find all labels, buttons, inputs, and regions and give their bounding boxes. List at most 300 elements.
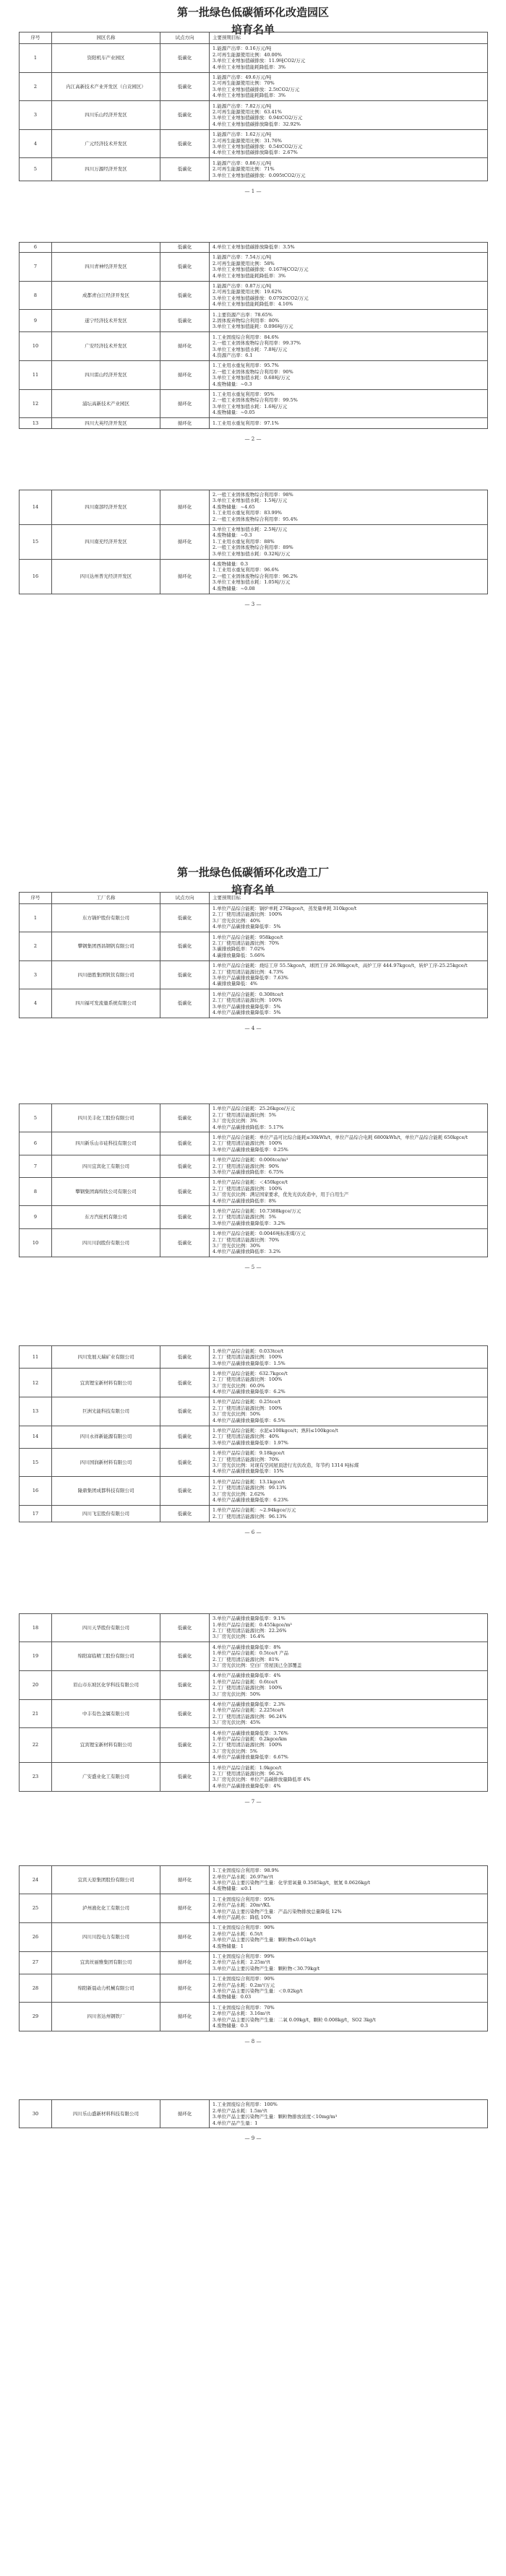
goal-line: 4.单位产品碳排放量降低率：4%: [213, 1782, 281, 1789]
goal-line: 3.单位工业增加值水耗：7.8吨/万元: [213, 346, 288, 352]
goal-line: 2.一般工业固体废物综合利用率：98%: [213, 491, 293, 498]
goal-line: 3.厂房光伏比例：空白厂房屋顶已全部覆盖: [213, 1662, 302, 1669]
goal-line: 3.单位工业增加值水耗：1.5吨/万元: [213, 498, 288, 504]
row-seq: 23: [20, 1763, 52, 1792]
row-goals: [210, 44, 488, 73]
row-direction: 低碳化: [160, 903, 210, 932]
row-goals: [210, 1505, 488, 1522]
document-subtitle: 培育名单: [231, 23, 275, 36]
row-direction: 低碳化: [160, 310, 210, 332]
goal-line: 2.一般工业固体废物综合利用率：99.5%: [213, 397, 298, 404]
goal-line: 1.工业用水重复利用率：95%: [213, 391, 275, 397]
row-seq: 14: [20, 1426, 52, 1448]
goal-line: 2.一般工业固体废物综合利用率：90%: [213, 368, 293, 375]
table-row: [20, 1103, 488, 1132]
row-direction: 循环化: [160, 418, 210, 428]
goal-line: 2.一般工业固体废物综合利用率：96.2%: [213, 573, 298, 579]
goal-line: 1.工业用水重复利用率：96.6%: [213, 567, 279, 573]
row-direction: 循环化: [160, 360, 210, 389]
goal-line: 1.工业用水重复利用率：83.99%: [213, 510, 282, 516]
goal-line: 2.工厂使用清洁能源比例：100%: [213, 911, 283, 918]
goal-line: 3.厂房光伏比例：2.62%: [213, 1491, 265, 1497]
list-table: [19, 1345, 488, 1522]
table-row: [20, 1951, 488, 1974]
row-direction: 低碳化: [160, 1728, 210, 1763]
row-name: 四川大英经济开发区: [52, 418, 160, 428]
row-direction: 低碳化: [160, 1103, 210, 1132]
page-number: — 2 —: [244, 435, 262, 442]
goal-line: 4.废物储量：~0.05: [213, 409, 255, 416]
goal-line: 4.碳排放量降低：4%: [213, 981, 258, 987]
goal-line: 4.单位工业增加值能耗降低率：3%: [213, 64, 286, 70]
goal-line: 1.工业固废综合利用率：70%: [213, 2004, 275, 2011]
goal-line: 4.单位产品碳排放量降低率：6.23%: [213, 1497, 288, 1504]
goal-line: 1.单位产品综合能耗：锅炉单耗 276kgce/t，蒸发量单耗 310kgce/t: [213, 905, 357, 911]
row-name: 四川达州普光经济开发区: [52, 559, 160, 594]
column-header-seq: 序号: [20, 892, 52, 903]
goal-line: 1.单位产品综合能耗：0.0046吨标准煤/万元: [213, 1231, 306, 1237]
row-goals: [210, 1951, 488, 1974]
goal-line: 1.工业固废综合利用率：90%: [213, 1976, 275, 1982]
goal-line: 2.工厂使用清洁能源比例：70%: [213, 1236, 280, 1243]
row-seq: 22: [20, 1728, 52, 1763]
table-row: [20, 418, 488, 428]
goal-line: 1.单位产品综合能耗：632.7kgce/t: [213, 1370, 288, 1376]
goal-line: 1.能源产出率：49.6万元/吨: [213, 74, 272, 81]
row-goals: [210, 1477, 488, 1506]
page-number: — 5 —: [244, 1265, 262, 1271]
row-goals: [210, 1670, 488, 1699]
goal-line: 4.废物储量：~0.3: [213, 381, 252, 387]
goal-line: 2.工厂使用清洁能源比例：96.24%: [213, 1713, 287, 1719]
row-direction: 低碳化: [160, 1613, 210, 1642]
goal-line: 4.废物储量：≤0.1: [213, 1886, 252, 1892]
goal-line: 3.单位产品碳排放量降低率：9.1%: [213, 1616, 286, 1622]
goal-line: 1.能源产出率：0.86万元/吨: [213, 160, 272, 166]
goal-line: 3.厂房光伏比例：50%: [213, 1411, 261, 1418]
row-seq: 10: [20, 1228, 52, 1257]
row-direction: 低碳化: [160, 1699, 210, 1728]
row-name: 四川天华股份有限公司: [52, 1613, 160, 1642]
row-name: 成都青白江经济开发区: [52, 281, 160, 310]
column-header-name: 园区名称: [52, 32, 160, 44]
table-row: [20, 960, 488, 989]
row-direction: 循环化: [160, 332, 210, 361]
goal-line: 2.工厂使用清洁能源比例：22.26%: [213, 1628, 287, 1634]
row-seq: 12: [20, 1369, 52, 1397]
goal-line: 4.资源产出率：6.1: [213, 352, 253, 359]
row-seq: 1: [20, 903, 52, 932]
row-direction: 低碳化: [160, 242, 210, 252]
goal-line: 4.单位产品碳排放量降低率：5%: [213, 924, 281, 930]
table-row: [20, 490, 488, 524]
goal-line: 4.单位产品碳排放量降低率：6.2%: [213, 1389, 286, 1395]
goal-line: 3.单位产品碳排放量降低率：0.25%: [213, 1146, 288, 1153]
goal-line: 1.单位产品综合能耗：0.033tce/t: [213, 1348, 284, 1354]
goal-line: 2.可再生能源使用比例：63.41%: [213, 109, 282, 116]
goal-line: 1.工业用水重复利用率：88%: [213, 538, 275, 545]
table-row: [20, 281, 488, 310]
table-row: [20, 1974, 488, 2003]
goal-line: 2.工厂使用清洁能源比例：96.13%: [213, 1513, 287, 1519]
row-goals: [210, 1177, 488, 1206]
row-direction: 循环化: [160, 1865, 210, 1894]
row-name: 内江高新技术产业开发区（自贡园区）: [52, 72, 160, 101]
goal-line: 2.工厂使用清洁能源比例：100%: [213, 1185, 283, 1192]
table-row: [20, 1642, 488, 1671]
row-name: 四川德胜集团钒钛有限公司: [52, 960, 160, 989]
row-direction: 低碳化: [160, 1670, 210, 1699]
row-direction: 低碳化: [160, 1397, 210, 1426]
goal-line: 1.单位产品综合能耗：1.9kgce/t: [213, 1764, 282, 1771]
goal-line: 4.单位产品碳排放降低率：5.17%: [213, 1124, 284, 1130]
goal-line: 3.单位产品碳排放量降低率：7.63%: [213, 974, 288, 981]
table-row: [20, 903, 488, 932]
table-row: [20, 1865, 488, 1894]
goal-line: 3.单位产品碳排放降低率：6.75%: [213, 1168, 284, 1175]
goal-line: 1.能源产出率：7.54万元/吨: [213, 254, 272, 261]
goal-line: 2.工厂使用清洁能源比例：100%: [213, 1685, 283, 1691]
row-goals: [210, 1922, 488, 1951]
row-name: 四川川润股份有限公司: [52, 1228, 160, 1257]
row-goals: [210, 1642, 488, 1671]
row-name: 四川南充经济开发区: [52, 524, 160, 559]
row-name: 东方汽轮机有限公司: [52, 1206, 160, 1228]
row-name: 四川省达州钢铁厂: [52, 2003, 160, 2031]
row-name: 四川福可发流量系统有限公司: [52, 989, 160, 1018]
row-name: 宜宾天原集团股份有限公司: [52, 1865, 160, 1894]
row-name: 遂宁经济技术开发区: [52, 310, 160, 332]
row-name: 资阳机车产业园区: [52, 44, 160, 73]
goal-line: 2.工厂使用清洁能源比例：96.2%: [213, 1771, 284, 1777]
row-seq: 28: [20, 1974, 52, 2003]
goal-line: 4.单位产品产生量：1: [213, 2120, 258, 2126]
goal-line: 4.单位产品碳排放量降低率：2.3%: [213, 1701, 286, 1708]
goal-line: 1.能源产出率：0.87万元/吨: [213, 283, 272, 290]
goal-line: 3.单位产品主要污染物产生量：颗粒物＜30.79kg/t: [213, 1965, 320, 1972]
goal-line: 4.单位工业增加值能耗降低率：3%: [213, 92, 286, 99]
row-direction: 低碳化: [160, 989, 210, 1018]
row-direction: 循环化: [160, 1951, 210, 1974]
goal-line: 2.单位产品水耗：0.2m³/万元: [213, 1982, 275, 1988]
goal-line: 2.可再生能源使用比例：31.76%: [213, 137, 282, 144]
table-row: [20, 1699, 488, 1728]
row-name: 四川宜宾化工有限公司: [52, 1155, 160, 1177]
goal-line: 1.单位产品综合能耗：~2.94kgce/万元: [213, 1507, 296, 1514]
row-direction: 循环化: [160, 1922, 210, 1951]
row-name: 巨洲光能科技有限公司: [52, 1397, 160, 1426]
goal-line: 4.废物储量：0.03: [213, 1994, 252, 2000]
title-block: [19, 0, 487, 36]
row-goals: [210, 129, 488, 158]
row-goals: [210, 1369, 488, 1397]
goal-line: 2.一般工业固体废物综合利用率：89%: [213, 545, 293, 551]
table-row: [20, 242, 488, 252]
column-header-type: 试点方向: [160, 892, 210, 903]
row-name: 中丰有色金属有限公司: [52, 1699, 160, 1728]
row-seq: 5: [20, 1103, 52, 1132]
table-row: [20, 1369, 488, 1397]
row-name: 四川雷山经济开发区: [52, 360, 160, 389]
goal-line: 1.单位产品综合能耗：烧结工序 55.5kgce/t，球团工序 26.98kgce/t，高炉工序 444.97kgce/t，转炉工序-25.25kgce/t: [213, 963, 468, 969]
table-row: [20, 1397, 488, 1426]
goal-line: 1.单位产品综合能耗：958kgce/t: [213, 934, 283, 940]
row-name: 攀钢集团西昌钢钒有限公司: [52, 932, 160, 961]
row-name: 泸州液化化工有限公司: [52, 1894, 160, 1923]
row-direction: 低碳化: [160, 1642, 210, 1671]
row-seq: 25: [20, 1894, 52, 1923]
page-number: — 4 —: [244, 1025, 262, 1031]
table-row: [20, 1155, 488, 1177]
goal-line: 1.工业固废综合利用率：90%: [213, 1925, 275, 1931]
goal-line: 4.单位工业增加值碳排放降低率：32.92%: [213, 121, 301, 127]
list-table: [19, 2099, 488, 2129]
row-direction: 循环化: [160, 1974, 210, 2003]
row-seq: 12: [20, 389, 52, 418]
row-name: 浦坛高新技术产业园区: [52, 389, 160, 418]
goal-line: 4.废物储量：~0.08: [213, 585, 255, 591]
row-goals: [210, 1974, 488, 2003]
row-goals: [210, 158, 488, 181]
row-name: 四川发展天瑞矿业有限公司: [52, 1346, 160, 1369]
goal-line: 3.单位工业增加值碳排放：0.0792tCO2/万元: [213, 295, 309, 301]
row-direction: 低碳化: [160, 1505, 210, 1522]
goal-line: 2.工厂使用清洁能源比例：70%: [213, 940, 280, 946]
goal-line: 1.单位产品综合能耗：＜450kgce/t: [213, 1179, 288, 1186]
row-direction: 低碳化: [160, 1448, 210, 1477]
row-goals: [210, 1763, 488, 1792]
row-name: 四川青神经济开发区: [52, 252, 160, 281]
goal-line: 1.单位产品综合能耗：13.1kgce/t: [213, 1478, 285, 1485]
title-block: [19, 860, 487, 896]
row-seq: 20: [20, 1670, 52, 1699]
goal-line: 4.单位产品碳排放降低率：8%: [213, 1197, 277, 1204]
goal-line: 3.厂房光伏比例：40%: [213, 917, 261, 924]
goal-line: 3.单位工业增加值碳排放：0.095tCO2/万元: [213, 172, 306, 178]
row-seq: 11: [20, 360, 52, 389]
goal-line: 3.厂房光伏比例：60.0%: [213, 1382, 265, 1389]
table-row: [20, 1177, 488, 1206]
goal-line: 3.厂房光伏比例：30%: [213, 1242, 261, 1249]
row-seq: 17: [20, 1505, 52, 1522]
page-number: — 8 —: [244, 2038, 262, 2044]
goal-line: 3.单位产品主要污染物产生量：二氧 0.09kg/t，颗粒 0.008kg/t，SO2 3kg/t: [213, 2016, 376, 2023]
row-goals: [210, 524, 488, 559]
row-goals: [210, 418, 488, 428]
row-direction: 循环化: [160, 2003, 210, 2031]
table-row: [20, 2003, 488, 2031]
goal-line: 2.工厂使用清洁能源比例：100%: [213, 1354, 283, 1361]
table-row: [20, 1763, 488, 1792]
goal-line: 3.单位工业增加值碳排放：0.54tCO2/万元: [213, 144, 303, 150]
goal-line: 3.厂房光伏比例：50%: [213, 1691, 261, 1697]
column-header-type: 试点方向: [160, 32, 210, 44]
row-name: 四川万源经济开发区: [52, 158, 160, 181]
goal-line: 1.能源产出率：0.16万元/吨: [213, 45, 272, 52]
row-direction: 低碳化: [160, 1132, 210, 1155]
goal-line: 4.单位工业增加值能耗降低率：4.16%: [213, 301, 293, 308]
row-goals: [210, 1397, 488, 1426]
row-direction: 低碳化: [160, 932, 210, 961]
table-row: [20, 310, 488, 332]
row-seq: 8: [20, 1177, 52, 1206]
goal-line: 4.废物储量：0.3: [213, 560, 249, 567]
row-name: 四川飞宏股份有限公司: [52, 1505, 160, 1522]
row-goals: [210, 490, 488, 524]
goal-line: 2.单位产品水耗：6.5t/t: [213, 1930, 263, 1937]
row-goals: [210, 1613, 488, 1642]
row-direction: 低碳化: [160, 1228, 210, 1257]
goal-line: 2.单位产品水耗：3.16m³/t: [213, 2011, 270, 2017]
goal-line: 2.工厂使用清洁能源比例：100%: [213, 1376, 283, 1383]
goal-line: 3.单位工业增加值碳排放：11.9吨CO2/万元: [213, 58, 306, 64]
row-seq: 13: [20, 418, 52, 428]
column-header-seq: 序号: [20, 32, 52, 44]
row-name: 东方锅炉股份有限公司: [52, 903, 160, 932]
goal-line: 2.可再生能源使用比例：58%: [213, 260, 275, 266]
row-direction: 低碳化: [160, 158, 210, 181]
row-goals: [210, 1448, 488, 1477]
row-name: [52, 242, 160, 252]
table-row: [20, 1894, 488, 1923]
row-seq: 19: [20, 1642, 52, 1671]
table-row: [20, 1670, 488, 1699]
goal-line: 4.单位产品碳排放量降低率：15%: [213, 1468, 284, 1475]
goal-line: 4.废物储量：~0.3: [213, 532, 252, 539]
goal-line: 2.单位产品水耗：2.25m³/t: [213, 1959, 270, 1966]
row-name: 宜宾锂宝新材料有限公司: [52, 1728, 160, 1763]
row-direction: 循环化: [160, 559, 210, 594]
goal-line: 1.工业固废综合利用率：100%: [213, 2102, 278, 2108]
row-direction: 低碳化: [160, 1155, 210, 1177]
table-row: [20, 524, 488, 559]
goal-line: 4.单位产品碳排放量降低率：5%: [213, 1009, 281, 1015]
table-row: [20, 332, 488, 361]
row-name: 四川美丰化工股份有限公司: [52, 1103, 160, 1132]
goal-line: 3.单位工业增加值水耗：1.05吨/万元: [213, 579, 291, 586]
row-direction: 循环化: [160, 1894, 210, 1923]
column-header-name: 工厂名称: [52, 892, 160, 903]
goal-line: 2.可再生能源使用比例：40.00%: [213, 51, 282, 58]
document-title: 第一批绿色低碳循环化改造工厂: [176, 865, 329, 879]
row-goals: [210, 1228, 488, 1257]
row-name: 眉山市东坡区化学科技有限公司: [52, 1670, 160, 1699]
goal-line: 3.厂房光伏比例：单位产品碳排放量降低率 4%: [213, 1777, 311, 1783]
row-seq: 14: [20, 490, 52, 524]
table-row: [20, 360, 488, 389]
goal-line: 1.工业用水重复利用率：95.7%: [213, 363, 279, 369]
goal-line: 1.单位产品综合能耗：0.006tce/m³: [213, 1157, 288, 1163]
goal-line: 3.厂房光伏比例：对现有空闲屋顶进行光伏改造，年节约 1314 吨标煤: [213, 1462, 359, 1469]
row-direction: 低碳化: [160, 1426, 210, 1448]
row-seq: 3: [20, 101, 52, 130]
column-header-goal: 主要预期目标: [210, 892, 488, 903]
goal-line: 1.单位产品综合能耗：单位产品可比综合能耗≤30kWh/t，单位产品综合电耗 6800kWh/t，单位产品综合能耗 650kgce/t: [213, 1134, 468, 1140]
row-name: 四川乐山盛新材料科技有限公司: [52, 2099, 160, 2128]
goal-line: 2.单位产品水耗：1.5m³/t: [213, 2107, 267, 2114]
goal-line: 4.废物储量：1: [213, 1943, 244, 1949]
table-row: [20, 1477, 488, 1506]
goal-line: 3.单位产品碳排放量降低率：1.5%: [213, 1360, 286, 1366]
table-row: [20, 989, 488, 1018]
row-name: 绵阳新晨动力机械有限公司: [52, 1974, 160, 2003]
document-title: 第一批绿色低碳循环化改造园区: [176, 6, 329, 19]
list-table: [19, 1103, 488, 1257]
row-goals: [210, 360, 488, 389]
row-seq: 1: [20, 44, 52, 73]
goal-line: 4.单位产品碳排放降低率：3.2%: [213, 1249, 281, 1255]
row-name: 四川南部经济开发区: [52, 490, 160, 524]
table-row: [20, 1448, 488, 1477]
row-seq: 10: [20, 332, 52, 361]
list-table: [19, 1865, 488, 2031]
row-goals: [210, 1132, 488, 1155]
row-name: 广安盛业化工有限公司: [52, 1763, 160, 1792]
goal-line: 2.工厂使用清洁能源比例：100%: [213, 1742, 283, 1748]
table-row: [20, 72, 488, 101]
goal-line: 1.单位产品综合能耗：0.25tce/t: [213, 1399, 281, 1405]
row-name: 攀钢集团海绵钛公司有限公司: [52, 1177, 160, 1206]
row-direction: 低碳化: [160, 1346, 210, 1369]
row-seq: 4: [20, 989, 52, 1018]
goal-line: 2.工厂使用清洁能源比例：99.13%: [213, 1485, 287, 1491]
row-goals: [210, 559, 488, 594]
row-seq: 8: [20, 281, 52, 310]
goal-line: 3.厂房光伏比例：5%: [213, 1748, 258, 1754]
goal-line: 2.可再生能源使用比例：70%: [213, 80, 275, 87]
row-goals: [210, 1206, 488, 1228]
goal-line: 3.单位产品碳排放量降低率：5%: [213, 1003, 281, 1010]
row-seq: 4: [20, 129, 52, 158]
goal-line: 1.单位产品综合能耗：0.2kgce/km: [213, 1736, 287, 1743]
goal-line: 3.碳排放降低率：7.02%: [213, 946, 265, 953]
table-row: [20, 1426, 488, 1448]
row-direction: 低碳化: [160, 1177, 210, 1206]
row-direction: 低碳化: [160, 252, 210, 281]
table-row: [20, 44, 488, 73]
goal-line: 2.工厂使用清洁能源比例：81%: [213, 1656, 280, 1662]
row-goals: [210, 72, 488, 101]
row-direction: 低碳化: [160, 281, 210, 310]
row-seq: 18: [20, 1613, 52, 1642]
goal-line: 1.单位产品综合能耗：0.6tce/t: [213, 1678, 278, 1685]
row-name: 四川永祥新能源有限公司: [52, 1426, 160, 1448]
row-direction: 低碳化: [160, 1206, 210, 1228]
goal-line: 3.厂房光伏比例：16.4%: [213, 1634, 265, 1640]
row-seq: 11: [20, 1346, 52, 1369]
goal-line: 3.厂房光伏比例：满足国家要求，优先光伏改造中，用于自用生产: [213, 1192, 349, 1198]
row-name: 四川国润新材料有限公司: [52, 1448, 160, 1477]
goal-line: 3.单位产品主要污染物产生量：产品污染物排放总量降低 12%: [213, 1908, 342, 1914]
goal-line: 4.单位产品碳排放量降低率：6.5%: [213, 1417, 286, 1423]
goal-line: 4.单位工业增加值碳排放降低率：3.5%: [213, 244, 295, 251]
goal-line: 2.固体废弃物综合利用率：80%: [213, 318, 280, 324]
row-goals: [210, 989, 488, 1018]
page-number: — 6 —: [244, 1529, 262, 1535]
table-row: [20, 1228, 488, 1257]
row-name: 宜宾锂宝新材料有限公司: [52, 1369, 160, 1397]
table-row: [20, 1613, 488, 1642]
list-table: [19, 490, 488, 594]
document-subtitle: 培育名单: [231, 882, 275, 896]
goal-line: 2.可再生能源使用比例：19.62%: [213, 289, 282, 295]
row-name: 宜宾丝丽雅集团有限公司: [52, 1951, 160, 1974]
goal-line: 3.单位工业增加值碳排放：2.5tCO2/万元: [213, 86, 300, 92]
goal-line: 1.主要资源产出率：78.65%: [213, 311, 273, 318]
row-goals: [210, 310, 488, 332]
goal-line: 1.工业固废综合利用率：99%: [213, 1953, 275, 1959]
goal-line: 2.工厂使用清洁能源比例：5%: [213, 1214, 277, 1220]
